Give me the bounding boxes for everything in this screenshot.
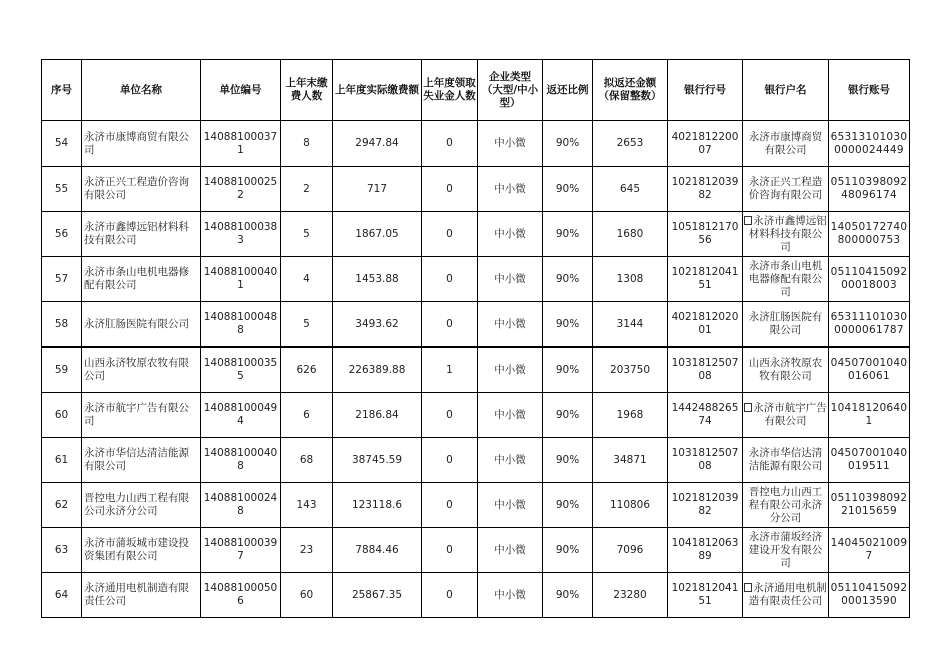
unit-name-text: 永济市蒲坂城市建设投资集团有限公司 [84, 537, 189, 562]
unemployed-count-text: 1 [446, 363, 453, 376]
refund-ratio-text: 90% [555, 182, 580, 195]
account-number-text: 04507001040019511 [830, 447, 908, 472]
bank-number-cell [668, 167, 743, 212]
unit-code-text: 140881000371 [203, 130, 278, 156]
unemployed-count-text: 0 [446, 588, 453, 601]
staff-count-cell [281, 121, 333, 167]
staff-count-cell [281, 257, 333, 302]
account-name-text: 永济正兴工程造价咨询有限公司 [748, 176, 823, 201]
account-number-cell [829, 438, 910, 483]
enterprise-type-cell [478, 302, 543, 348]
staff-count-text: 143 [296, 498, 317, 511]
refund-ratio-cell [543, 393, 593, 438]
bank-number-cell [668, 212, 743, 257]
account-name-cell [743, 393, 829, 438]
bank-number-cell [668, 573, 743, 618]
paid-amount-cell [333, 212, 422, 257]
serial-cell [42, 483, 82, 528]
paid-amount-cell [333, 393, 422, 438]
refund-ratio-cell [543, 347, 593, 393]
bank-number-text: 144248826574 [671, 402, 739, 427]
account-number-cell [829, 257, 910, 302]
refund-ratio-text: 90% [555, 543, 580, 556]
enterprise-type-text: 中小微 [494, 453, 526, 466]
table-row [42, 573, 910, 618]
account-number-cell [829, 528, 910, 573]
unemployed-count-text: 0 [446, 227, 453, 240]
paid-amount-text: 2186.84 [355, 408, 399, 421]
account-number-cell [829, 393, 910, 438]
refund-amount-cell [593, 528, 668, 573]
unit-code-text: 140881000248 [203, 492, 278, 517]
account-name-cell [743, 528, 829, 573]
serial-cell [42, 302, 82, 348]
serial-text: 63 [54, 543, 69, 556]
refund-ratio-text: 90% [555, 453, 580, 466]
paid-amount-cell [333, 302, 422, 348]
account-name-cell [743, 438, 829, 483]
refund-amount-cell [593, 347, 668, 393]
serial-cell [42, 257, 82, 302]
unit-name-cell [82, 167, 201, 212]
staff-count-cell [281, 167, 333, 212]
account-number-text: 140450210097 [830, 537, 908, 562]
account-name-cell [743, 483, 829, 528]
serial-cell [42, 167, 82, 212]
refund-amount-cell [593, 257, 668, 302]
header-refund-ratio: 返还比例 [543, 60, 593, 121]
unit-code-text: 140881000355 [203, 357, 278, 382]
refund-ratio-text: 90% [555, 363, 580, 376]
enterprise-type-text: 中小微 [494, 272, 526, 285]
account-name-cell [743, 212, 829, 257]
serial-text: 60 [54, 408, 69, 421]
unemployed-count-text: 0 [446, 317, 453, 330]
paid-amount-cell [333, 167, 422, 212]
table-row [42, 528, 910, 573]
staff-count-text: 4 [303, 272, 310, 285]
staff-count-text: 626 [296, 363, 317, 376]
paid-amount-text: 7884.46 [355, 543, 399, 556]
unit-code-cell [201, 438, 281, 483]
paid-amount-cell [333, 347, 422, 393]
unit-code-text: 140881000494 [203, 402, 278, 427]
staff-count-cell [281, 393, 333, 438]
enterprise-type-text: 中小微 [494, 363, 526, 376]
account-name-cell [743, 302, 829, 348]
header-unemployed-count: 上年度领取失业金人数 [422, 60, 478, 121]
serial-text: 62 [54, 498, 69, 511]
refund-amount-cell [593, 302, 668, 348]
table-row [42, 483, 910, 528]
account-name-text: 永济市条山电机电器修配有限公司 [748, 259, 823, 298]
unit-name-text: 永济正兴工程造价咨询有限公司 [84, 176, 189, 201]
paid-amount-cell [333, 121, 422, 167]
bank-number-text: 402181220007 [671, 130, 739, 156]
account-number-cell [829, 302, 910, 348]
account-number-text: 104181206401 [830, 402, 908, 427]
staff-count-text: 2 [303, 182, 310, 195]
account-name-text: 永济市航宇广告有限公司 [753, 402, 827, 427]
staff-count-text: 8 [303, 137, 310, 149]
account-name-text: 永济市康博商贸有限公司 [748, 130, 823, 156]
enterprise-type-text: 中小微 [494, 588, 526, 601]
unit-code-cell [201, 257, 281, 302]
refund-amount-cell [593, 393, 668, 438]
unit-name-cell [82, 347, 201, 393]
refund-ratio-cell [543, 167, 593, 212]
staff-count-cell [281, 347, 333, 393]
header-unit-name: 单位名称 [82, 60, 201, 121]
serial-text: 54 [54, 137, 69, 149]
paid-amount-cell [333, 438, 422, 483]
refund-ratio-text: 90% [555, 317, 580, 330]
account-number-text: 0511041509200013590 [830, 582, 908, 607]
unit-name-text: 晋控电力山西工程有限公司永济分公司 [84, 492, 189, 517]
unemployed-count-text: 0 [446, 498, 453, 511]
account-number-cell [829, 483, 910, 528]
account-number-cell [829, 212, 910, 257]
refund-amount-text: 3144 [616, 317, 644, 330]
enterprise-type-cell [478, 347, 543, 393]
paid-amount-text: 2947.84 [355, 137, 399, 149]
header-serial: 序号 [42, 60, 82, 121]
paid-amount-cell [333, 528, 422, 573]
refund-table [41, 59, 910, 618]
unit-code-text: 140881000252 [203, 176, 278, 201]
account-name-text: 永济市华信达清洁能源有限公司 [748, 447, 823, 472]
unit-code-cell [201, 573, 281, 618]
enterprise-type-cell [478, 393, 543, 438]
unit-name-text: 永济通用电机制造有限责任公司 [84, 582, 189, 607]
serial-text: 64 [54, 588, 69, 601]
bank-number-cell [668, 347, 743, 393]
unemployed-count-cell [422, 393, 478, 438]
serial-text: 61 [54, 453, 69, 466]
table-row [42, 212, 910, 257]
unemployed-count-text: 0 [446, 137, 453, 149]
serial-cell [42, 438, 82, 483]
refund-ratio-text: 90% [555, 498, 580, 511]
account-name-cell [743, 573, 829, 618]
bank-number-text: 102181203982 [671, 176, 739, 201]
refund-ratio-cell [543, 121, 593, 167]
square-icon [744, 403, 752, 412]
bank-number-cell [668, 483, 743, 528]
table-row [42, 393, 910, 438]
staff-count-cell [281, 528, 333, 573]
refund-amount-cell [593, 212, 668, 257]
enterprise-type-cell [478, 483, 543, 528]
account-name-text: 永济市鑫博远铝材料科技有限公司 [748, 214, 827, 253]
unit-code-cell [201, 302, 281, 348]
header-account-number: 银行账号 [829, 60, 910, 121]
refund-amount-text: 7096 [616, 543, 644, 556]
refund-amount-text: 34871 [613, 453, 647, 466]
unit-code-cell [201, 121, 281, 167]
header-enterprise-type: 企业类型（大型/中小型） [478, 60, 543, 121]
unemployed-count-cell [422, 302, 478, 348]
refund-amount-text: 23280 [613, 588, 647, 601]
account-name-cell [743, 347, 829, 393]
account-name-text: 永济通用电机制造有限责任公司 [748, 582, 827, 607]
unit-code-text: 140881000401 [203, 266, 278, 291]
serial-cell [42, 121, 82, 167]
unit-name-text: 永济肛肠医院有限公司 [84, 317, 189, 330]
serial-text: 57 [54, 272, 69, 285]
enterprise-type-text: 中小微 [494, 317, 526, 330]
paid-amount-text: 226389.88 [348, 363, 406, 376]
enterprise-type-cell [478, 257, 543, 302]
enterprise-type-cell [478, 528, 543, 573]
unemployed-count-text: 0 [446, 453, 453, 466]
unit-code-cell [201, 393, 281, 438]
bank-number-text: 103181250708 [671, 447, 739, 472]
unit-name-cell [82, 438, 201, 483]
refund-ratio-text: 90% [555, 272, 580, 285]
account-number-text: 0511039809221015659 [830, 492, 908, 517]
unit-name-text: 永济市条山电机电器修配有限公司 [84, 266, 189, 291]
unit-code-cell [201, 167, 281, 212]
staff-count-text: 5 [303, 317, 310, 330]
unit-name-cell [82, 528, 201, 573]
refund-ratio-cell [543, 528, 593, 573]
header-row [42, 60, 910, 121]
bank-number-cell [668, 121, 743, 167]
header-staff-count: 上年末缴费人数 [281, 60, 333, 121]
unit-code-text: 140881000408 [203, 447, 278, 472]
staff-count-text: 23 [299, 543, 314, 556]
paid-amount-cell [333, 257, 422, 302]
table-row [42, 302, 910, 348]
account-number-cell [829, 121, 910, 167]
table-row [42, 438, 910, 483]
bank-number-cell [668, 302, 743, 348]
enterprise-type-text: 中小微 [494, 227, 526, 240]
paid-amount-cell [333, 483, 422, 528]
square-icon [744, 216, 752, 225]
table-row [42, 257, 910, 302]
account-number-text: 0511039809248096174 [830, 176, 908, 201]
account-name-text: 永济肛肠医院有限公司 [748, 311, 823, 336]
unit-name-text: 永济市康博商贸有限公司 [84, 130, 189, 156]
unemployed-count-text: 0 [446, 408, 453, 421]
enterprise-type-text: 中小微 [494, 498, 526, 511]
unemployed-count-cell [422, 528, 478, 573]
refund-amount-cell [593, 167, 668, 212]
refund-amount-text: 203750 [609, 363, 651, 376]
refund-amount-text: 645 [619, 182, 641, 195]
unit-code-cell [201, 483, 281, 528]
staff-count-cell [281, 483, 333, 528]
enterprise-type-cell [478, 438, 543, 483]
refund-ratio-cell [543, 438, 593, 483]
enterprise-type-cell [478, 167, 543, 212]
refund-amount-text: 1680 [616, 227, 644, 240]
unit-name-cell [82, 257, 201, 302]
unemployed-count-cell [422, 167, 478, 212]
bank-number-text: 105181217056 [671, 221, 739, 246]
account-number-cell [829, 573, 910, 618]
staff-count-text: 5 [303, 227, 310, 240]
refund-ratio-cell [543, 573, 593, 618]
paid-amount-text: 25867.35 [351, 588, 403, 601]
account-number-cell [829, 347, 910, 393]
table-row [42, 121, 910, 167]
account-name-text: 晋控电力山西工程有限公司永济分公司 [748, 485, 823, 524]
staff-count-cell [281, 573, 333, 618]
paid-amount-text: 1453.88 [355, 272, 399, 285]
square-icon [744, 583, 752, 592]
unit-name-cell [82, 483, 201, 528]
unit-name-text: 永济市鑫博远铝材料科技有限公司 [84, 221, 189, 246]
bank-number-text: 104181206389 [671, 537, 739, 562]
staff-count-text: 68 [299, 453, 314, 466]
unemployed-count-text: 0 [446, 182, 453, 195]
serial-text: 58 [54, 317, 69, 330]
refund-amount-text: 1308 [616, 272, 644, 285]
account-number-text: 0511041509200018003 [830, 266, 908, 291]
unit-name-cell [82, 573, 201, 618]
staff-count-text: 6 [303, 408, 310, 421]
paid-amount-cell [333, 573, 422, 618]
refund-amount-cell [593, 121, 668, 167]
unit-code-text: 140881000383 [203, 221, 278, 246]
refund-amount-text: 2653 [616, 137, 644, 149]
unemployed-count-cell [422, 212, 478, 257]
unit-code-cell [201, 212, 281, 257]
unemployed-count-cell [422, 121, 478, 167]
bank-number-cell [668, 257, 743, 302]
enterprise-type-cell [478, 121, 543, 167]
serial-cell [42, 573, 82, 618]
refund-ratio-text: 90% [555, 137, 580, 149]
refund-ratio-cell [543, 302, 593, 348]
refund-amount-text: 110806 [609, 498, 651, 511]
unemployed-count-text: 0 [446, 543, 453, 556]
bank-number-text: 102181203982 [671, 492, 739, 517]
unemployed-count-cell [422, 483, 478, 528]
account-number-text: 14050172740800000753 [830, 221, 908, 246]
serial-text: 59 [54, 363, 69, 376]
refund-ratio-text: 90% [555, 227, 580, 240]
serial-cell [42, 528, 82, 573]
serial-text: 56 [54, 227, 69, 240]
staff-count-cell [281, 302, 333, 348]
account-number-text: 653131010300000024449 [830, 130, 908, 156]
account-name-cell [743, 121, 829, 167]
enterprise-type-cell [478, 573, 543, 618]
staff-count-text: 60 [299, 588, 314, 601]
account-name-text: 永济市蒲坂经济建设开发有限公司 [748, 530, 823, 569]
unemployed-count-cell [422, 573, 478, 618]
unemployed-count-cell [422, 257, 478, 302]
bank-number-text: 102181204151 [671, 582, 739, 607]
header-unit-code: 单位编号 [201, 60, 281, 121]
account-number-text: 04507001040016061 [830, 357, 908, 382]
refund-amount-cell [593, 483, 668, 528]
bank-number-cell [668, 438, 743, 483]
bank-number-text: 103181250708 [671, 357, 739, 382]
staff-count-cell [281, 212, 333, 257]
unit-name-cell [82, 302, 201, 348]
refund-ratio-cell [543, 257, 593, 302]
refund-amount-text: 1968 [616, 408, 644, 421]
serial-cell [42, 393, 82, 438]
enterprise-type-text: 中小微 [494, 543, 526, 556]
bank-number-text: 402181202001 [671, 311, 739, 336]
refund-ratio-cell [543, 212, 593, 257]
serial-text: 55 [54, 182, 69, 195]
unit-name-cell [82, 212, 201, 257]
table-row [42, 167, 910, 212]
unit-name-cell [82, 393, 201, 438]
serial-cell [42, 347, 82, 393]
account-number-cell [829, 167, 910, 212]
enterprise-type-text: 中小微 [494, 137, 526, 149]
refund-ratio-text: 90% [555, 408, 580, 421]
account-number-text: 653111010300000061787 [830, 311, 908, 336]
paid-amount-text: 3493.62 [355, 317, 399, 330]
unit-name-cell [82, 121, 201, 167]
unit-name-text: 永济市航宇广告有限公司 [84, 402, 189, 427]
enterprise-type-cell [478, 212, 543, 257]
staff-count-cell [281, 438, 333, 483]
unemployed-count-text: 0 [446, 272, 453, 285]
unit-code-cell [201, 528, 281, 573]
header-refund-amount: 拟返还金额（保留整数） [593, 60, 668, 121]
bank-number-text: 102181204151 [671, 266, 739, 291]
refund-amount-cell [593, 438, 668, 483]
serial-cell [42, 212, 82, 257]
refund-amount-cell [593, 573, 668, 618]
unit-code-text: 140881000488 [203, 311, 278, 336]
header-account-name: 银行户名 [743, 60, 829, 121]
unit-name-text: 山西永济牧原农牧有限公司 [84, 357, 189, 382]
account-name-text: 山西永济牧原农牧有限公司 [748, 357, 823, 382]
unemployed-count-cell [422, 438, 478, 483]
unit-code-text: 140881000506 [203, 582, 278, 607]
paid-amount-text: 717 [366, 182, 388, 195]
header-paid-amount: 上年度实际缴费额 [333, 60, 422, 121]
unit-code-cell [201, 347, 281, 393]
unit-name-text: 永济市华信达清洁能源有限公司 [84, 447, 189, 472]
refund-ratio-text: 90% [555, 588, 580, 601]
paid-amount-text: 38745.59 [351, 453, 403, 466]
bank-number-cell [668, 528, 743, 573]
refund-ratio-cell [543, 483, 593, 528]
header-bank-number: 银行行号 [668, 60, 743, 121]
unemployed-count-cell [422, 347, 478, 393]
paid-amount-text: 1867.05 [355, 227, 399, 240]
account-name-cell [743, 167, 829, 212]
bank-number-cell [668, 393, 743, 438]
table-row [42, 347, 910, 393]
account-name-cell [743, 257, 829, 302]
paid-amount-text: 123118.6 [351, 498, 403, 511]
enterprise-type-text: 中小微 [494, 408, 526, 421]
unit-code-text: 140881000397 [203, 537, 278, 562]
enterprise-type-text: 中小微 [494, 182, 526, 195]
